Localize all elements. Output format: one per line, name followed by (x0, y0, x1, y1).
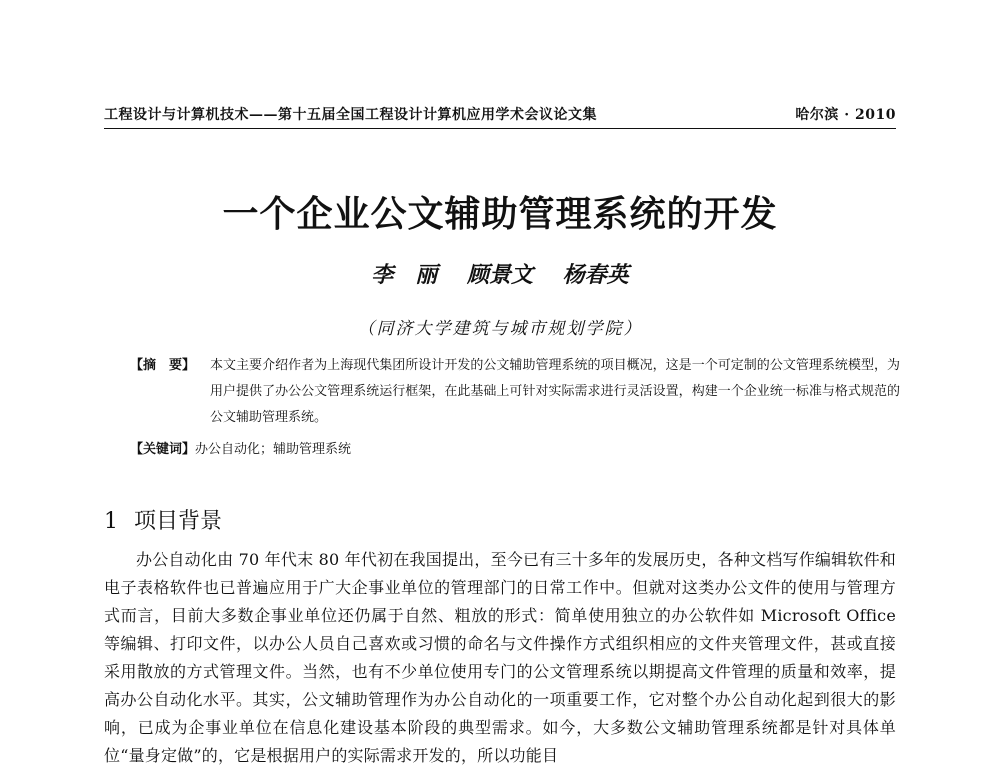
author-affiliation: （同济大学建筑与城市规划学院） (357, 319, 643, 339)
keywords-label: 【关键词】 (130, 442, 196, 457)
venue-year: 哈尔滨 · 2010 (795, 107, 896, 123)
keywords (130, 437, 900, 463)
author-name: 顾景文 (466, 262, 533, 288)
section-heading (104, 504, 222, 535)
proceedings-title: 工程设计与计算机技术——第十五届全国工程设计计算机应用学术会议论文集 (104, 107, 597, 123)
author-list (0, 258, 1000, 289)
header-divider (104, 128, 896, 129)
body-paragraph: 办公自动化由 70 年代末 80 年代初在我国提出，至今已有三十多年的发展历史，各种文档写作编辑软件和电子表格软件也已普遍应用于广大企事业单位的管理部门的日常工作中。但就对这类办公文件的使用与管理方式而言，目前大多数企事业单位还仍属于自然、粗放的形式：简单使用独立的办公软件如 Microsoft Office 等编辑、打印文件，以办公人员自己喜欢或习惯的命名与文件操作方式组织相应的文件夹管理文件，甚或直接采用散放的方式管理文件。当然，也有不少单位使用专门的公文管理系统以期提高文件管理的质量和效率，提高办公自动化水平。其实，公文辅助管理作为办公自动化的一项重要工作，它对整个办公自动化起到很大的影响，已成为企事业单位在信息化建设基本阶段的典型需求。如今，大多数公文辅助管理系统都是针对具体单位“量身定做”的，它是根据用户的实际需求开发的，所以功能目 (104, 550, 896, 765)
paper-title: 一个企业公文辅助管理系统的开发 (222, 194, 778, 235)
keywords-text: 办公自动化；辅助管理系统 (195, 442, 352, 457)
running-header (104, 104, 896, 124)
section-number: 1 (104, 509, 118, 534)
author-name: 李 丽 (371, 262, 438, 288)
author-name: 杨春英 (562, 262, 629, 288)
abstract-label: 【摘 要】 (130, 358, 196, 373)
abstract-text: 本文主要介绍作者为上海现代集团所设计开发的公文辅助管理系统的项目概况，这是一个可定制的公文管理系统模型，为用户提供了办公公文管理系统运行框架，在此基础上可针对实际需求进行灵活设置，构建一个企业统一标准与格式规范的公文辅助管理系统。 (210, 358, 900, 425)
section-title: 项目背景 (134, 509, 223, 534)
